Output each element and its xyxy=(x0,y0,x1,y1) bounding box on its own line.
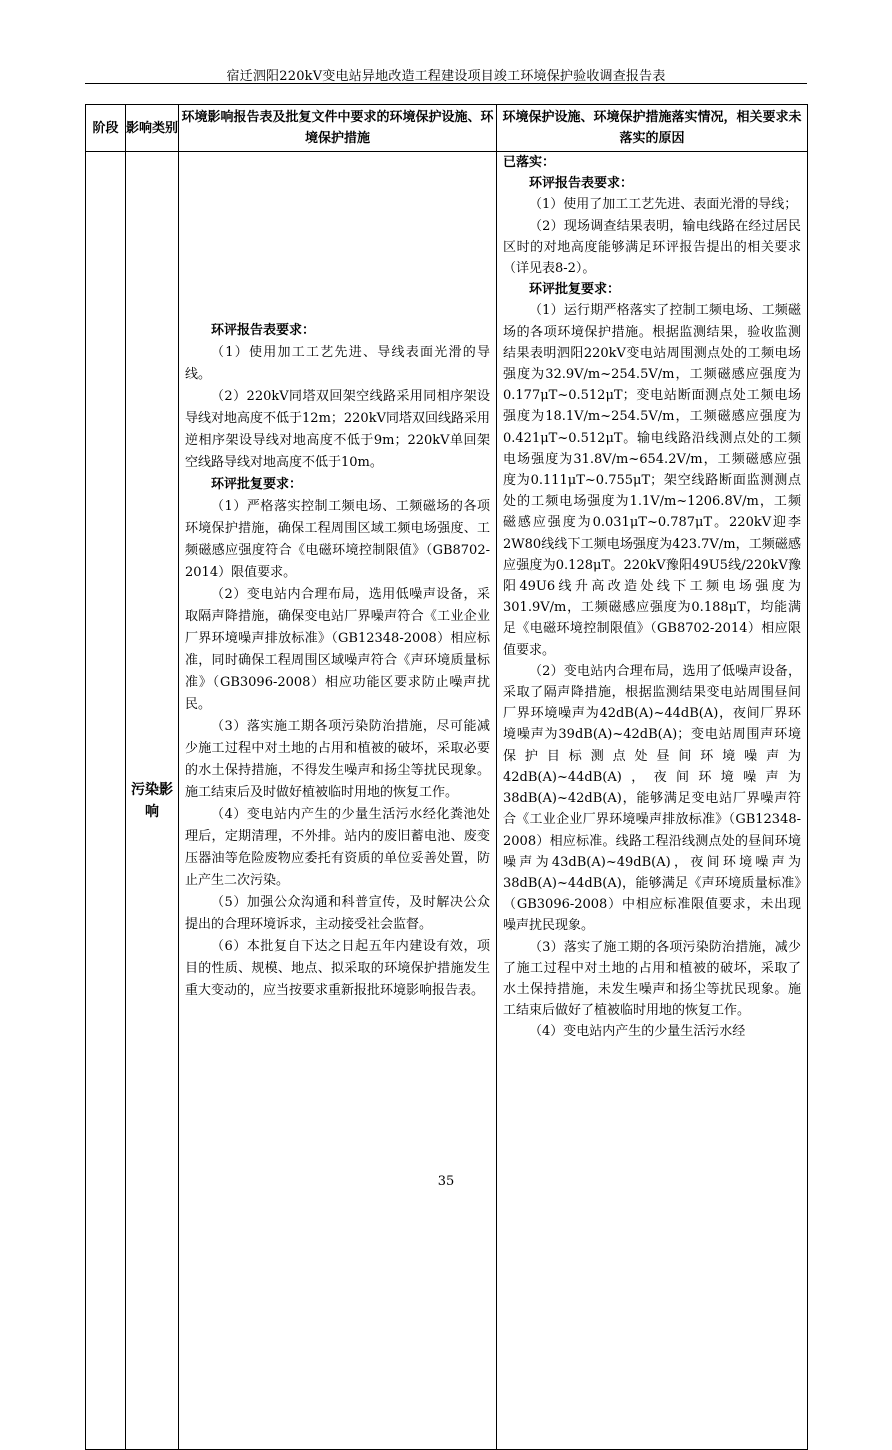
header-stage: 阶段 xyxy=(86,105,126,152)
table-row xyxy=(86,152,808,1450)
header-implementation: 环境保护设施、环境保护措施落实情况，相关要求未落实的原因 xyxy=(497,105,808,152)
stage-cell xyxy=(86,152,126,1450)
list-item: （6）本批复自下达之日起五年内建设有效，项目的性质、规模、地点、拟采取的环境保护措施发生重大变动的，应当按要求重新报批环境影响报告表。 xyxy=(185,939,490,998)
environmental-measures-table xyxy=(85,104,808,1450)
list-item: （1）运行期严格落实了控制工频电场、工频磁场的各项环境保护措施。根据监测结果，验收监测结果表明泗阳220kV变电站周围测点处的工频电场强度为32.9V/m~254.5V/m，工频磁感应强度为0.177μT~0.512μT；变电站断面测点处工频电场强度为18.1V/m~254.5V/m，工频磁感应强度为0.421μT~0.512μT。输电线路沿线测点处的工频电场强度为31.8V/m~654.2V/m，工频磁感应强度为0.111μT~0.755μT；架空线路断面监测测点处的工频电场强度为1.1V/m~1206.8V/m，工频磁感应强度为0.031μT~0.787μT。220kV迎李2W80线线下工频电场强度为423.7V/m，工频磁感应强度为0.128μT。220kV豫阳49U5线/220kV豫阳49U6线升高改造处线下工频电场强度为301.9V/m，工频磁感应强度为0.188μT，均能满足《电磁环境控制限值》（GB8702-2014）相应限值要求。 xyxy=(503,303,801,658)
implementation-report-heading: 环评报告表要求： xyxy=(529,176,634,192)
requirements-approval-heading: 环评批复要求： xyxy=(211,477,303,492)
page-header: 宿迁泗阳220kV变电站异地改造工程建设项目竣工环境保护验收调查报告表 xyxy=(226,69,666,84)
list-item: （3）落实施工期各项污染防治措施，尽可能减少施工过程中对土地的占用和植被的破坏，采取必要的水土保持措施，不得发生噪声和扬尘等扰民现象。施工结束后及时做好植被临时用地的恢复工作。 xyxy=(185,719,490,800)
list-item: （2）变电站内合理布局，选用低噪声设备，采取隔声降措施，确保变电站厂界噪声符合《工业企业厂界环境噪声排放标准》（GB12348-2008）相应标准，同时确保工程周围区域噪声符合《声环境质量标准》（GB3096-2008）相应功能区要求防止噪声扰民。 xyxy=(185,587,490,712)
category-cell xyxy=(126,152,179,1450)
requirements-report-heading: 环评报告表要求： xyxy=(211,323,316,338)
header-category: 影响类别 xyxy=(126,105,179,152)
list-item: （3）落实了施工期的各项污染防治措施，减少了施工过程中对土地的占用和植被的破坏，采取了水土保持措施，未发生噪声和扬尘等扰民现象。施工结束后做好了植被临时用地的恢复工作。 xyxy=(503,939,801,1019)
list-item: （4）变电站内产生的少量生活污水经化粪池处理后，定期清理，不外排。站内的废旧蓄电池、废变压器油等危险废物应委托有资质的单位妥善处置，防止产生二次污染。 xyxy=(185,807,490,888)
list-item: （2）现场调查结果表明，输电线路在经过居民区时的对地高度能够满足环评报告提出的相关要求（详见表8-2）。 xyxy=(503,218,801,277)
list-item: （2）220kV同塔双回架空线路采用同相序架设导线对地高度不低于12m；220kV同塔双回线路采用逆相序架设导线对地高度不低于9m；220kV单回架空线路导线对地高度不低于10m。 xyxy=(185,389,490,470)
list-item: （1）使用了加工工艺先进、表面光滑的导线； xyxy=(529,197,798,213)
header-rule xyxy=(85,83,807,84)
requirements-cell xyxy=(179,152,497,1450)
list-item: （2）变电站内合理布局，选用了低噪声设备，采取了隔声降措施，根据监测结果变电站周围昼间厂界环境噪声为42dB(A)~44dB(A)，夜间厂界环境噪声为39dB(A)~42dB(A)；变电站周围声环境保护目标测点处昼间环境噪声为42dB(A)~44dB(A)，夜间环境噪声为38dB(A)~42dB(A)，能够满足变电站厂界噪声符合《工业企业厂界环境噪声排放标准》（GB12348-2008）相应标准。线路工程沿线测点处的昼间环境噪声为43dB(A)~49dB(A)，夜间环境噪声为38dB(A)~44dB(A)，能够满足《声环境质量标准》（GB3096-2008）中相应标准限值要求，未出现噪声扰民现象。 xyxy=(503,663,801,934)
implementation-cell xyxy=(497,152,808,1450)
category-label: 污染影响 xyxy=(131,781,173,820)
implementation-approval-heading: 环评批复要求： xyxy=(529,282,621,298)
list-item: （5）加强公众沟通和科普宣传，及时解决公众提出的合理环境诉求，主动接受社会监督。 xyxy=(185,895,490,932)
page-number: 35 xyxy=(437,1174,455,1189)
list-item: （1）严格落实控制工频电场、工频磁场的各项环境保护措施，确保工程周围区域工频电场强度、工频磁感应强度符合《电磁环境控制限值》（GB8702-2014）限值要求。 xyxy=(185,499,490,580)
list-item: （4）变电站内产生的少量生活污水经 xyxy=(529,1024,746,1040)
list-item: （1）使用加工工艺先进、导线表面光滑的导线。 xyxy=(185,345,490,382)
implementation-status-heading: 已落实： xyxy=(503,155,556,170)
table-header-row xyxy=(86,105,808,152)
header-requirements: 环境影响报告表及批复文件中要求的环境保护设施、环境保护措施 xyxy=(179,105,497,152)
